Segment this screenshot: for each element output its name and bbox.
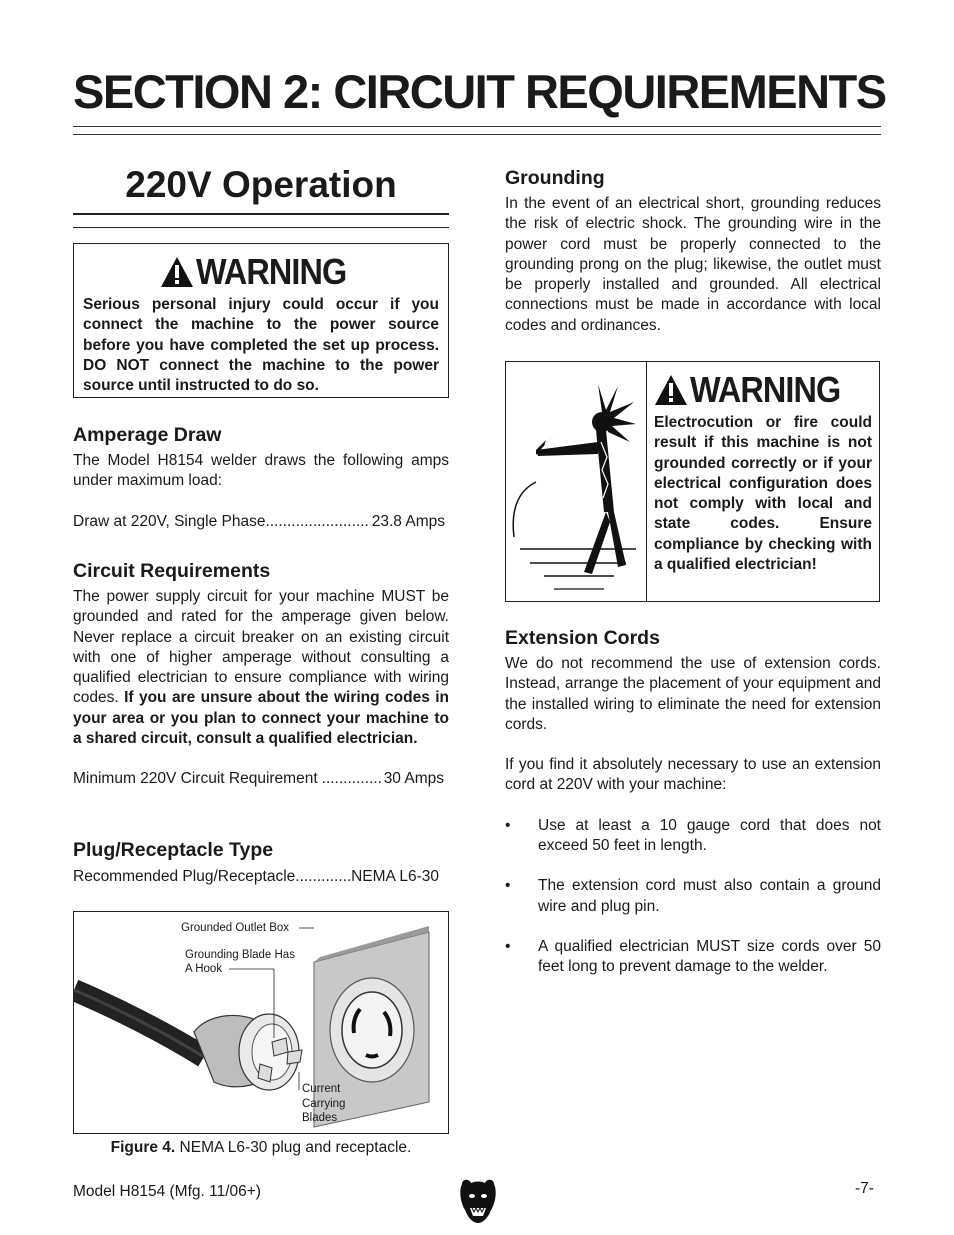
caption-label: Figure 4. (110, 1139, 176, 1156)
section-title: SECTION 2: CIRCUIT REQUIREMENTS (73, 65, 886, 118)
callout-blades-2: Carrying (302, 1098, 346, 1110)
caption-text: NEMA L6-30 plug and receptacle. (175, 1139, 412, 1156)
warning-title (654, 370, 872, 410)
bullet-text: The extension cord must also contain a ground wire and plug pin. (538, 877, 881, 915)
plug-title: Plug/Receptacle Type (73, 839, 274, 861)
extension-section (505, 626, 881, 978)
extension-para-1: We do not recommend the use of extension cords. Instead, arrange the placement of your equipment and the installed wiring to eliminate the need for extension cords. (505, 655, 881, 733)
bullet-text: Use at least a 10 gauge cord that does not exceed 50 feet in length. (538, 816, 881, 855)
extension-para-2: If you find it absolutely necessary to use an extension cord at 220V with your machine: (505, 756, 881, 794)
circuit-text-normal: The power supply circuit for your machine MUST be grounded and rated for the amperage given below. Never replace a circuit breaker on an existing circuit with one of higher amperage without consulting a qualified electrician to ensure compliance with wiring codes. (73, 588, 449, 707)
title-rule (73, 126, 881, 127)
amperage-title: Amperage Draw (73, 424, 222, 446)
callout-grounding-blade-1: Grounding Blade Has (185, 949, 295, 961)
callout-outlet-box: Grounded Outlet Box (181, 922, 290, 934)
leader-dots (265, 512, 368, 532)
figure-caption (73, 1138, 449, 1158)
warning-title (83, 252, 439, 292)
plug-row (73, 867, 439, 887)
heading-rule-thin (73, 227, 449, 228)
warning-triangle-icon (654, 374, 688, 406)
title-rule-secondary (73, 134, 881, 135)
warning-image-panel (506, 362, 647, 601)
amperage-row-value: 23.8 Amps (371, 512, 445, 530)
list-item (505, 816, 881, 857)
circuit-row-label: Minimum 220V Circuit Requirement (73, 770, 318, 788)
circuit-text-bold: If you are unsure about the wiring codes in your area or you plan to connect your machine to a shared circuit, consult a qualified electrician. (73, 689, 449, 748)
warning-word: WARNING (690, 369, 841, 410)
warning-text: Serious personal injury could occur if you connect the machine to the power source before you have completed the set up process. DO NOT connect the machine to the power source until instructed to do so. (83, 296, 439, 395)
plug-row-label: Recommended Plug/Receptacle (73, 868, 296, 885)
figure-plug-receptacle (73, 911, 449, 1134)
warning-text: Electrocution or fire could result if this machine is not grounded correctly or if your electrical configuration does not comply with local and state codes. Ensure compliance by checking with a qualified electrician! (654, 414, 872, 574)
grounding-text: In the event of an electrical short, grounding reduces the risk of electric shock. The grounding wire in the power cord must be properly connected to the grounding prong on the plug; likewise, the outlet must be properly installed and grounded. All electrical connections must be made in accordance with local codes and ordinances. (505, 195, 881, 334)
bullet-mark: • (505, 877, 511, 895)
warning-word: WARNING (195, 251, 346, 292)
list-item (505, 937, 881, 978)
amperage-section (73, 423, 449, 532)
plug-receptacle-illustration (74, 912, 448, 1133)
callout-blades-1: Current (302, 1083, 341, 1095)
circuit-section (73, 559, 449, 790)
bullet-mark: • (505, 937, 511, 955)
warning-triangle-icon (160, 256, 194, 288)
callout-blades-3: Blades (302, 1112, 338, 1124)
heading-rule (73, 213, 449, 215)
plug-section (73, 838, 449, 887)
operation-heading: 220V Operation (125, 164, 397, 205)
extension-title: Extension Cords (505, 627, 660, 649)
callout-grounding-blade-2: A Hook (185, 963, 223, 975)
amperage-text: The Model H8154 welder draws the following amps under maximum load: (73, 452, 449, 490)
page-number: -7- (855, 1180, 874, 1197)
footer-model: Model H8154 (Mfg. 11/06+) (73, 1183, 261, 1200)
circuit-row (73, 769, 449, 789)
bullet-text: A qualified electrician MUST size cords over 50 feet long to prevent damage to the welder. (538, 937, 881, 976)
circuit-row-value: 30 Amps (383, 770, 444, 788)
bear-logo-icon (458, 1178, 498, 1224)
amperage-row-label: Draw at 220V, Single Phase (73, 512, 266, 530)
grounding-section (505, 166, 881, 336)
electrocution-figure-icon (506, 362, 646, 601)
warning-box-electrocution (505, 361, 880, 602)
leader-dots (295, 867, 350, 887)
list-item (505, 876, 881, 917)
warning-box-setup (73, 243, 449, 398)
leader-dots (318, 769, 381, 789)
warning-content (654, 370, 872, 575)
bullet-mark: • (505, 816, 511, 834)
circuit-text (73, 587, 449, 749)
circuit-title: Circuit Requirements (73, 560, 271, 582)
plug-row-value: NEMA L6-30 (351, 868, 439, 885)
amperage-row (73, 512, 449, 532)
grounding-title: Grounding (505, 167, 605, 189)
